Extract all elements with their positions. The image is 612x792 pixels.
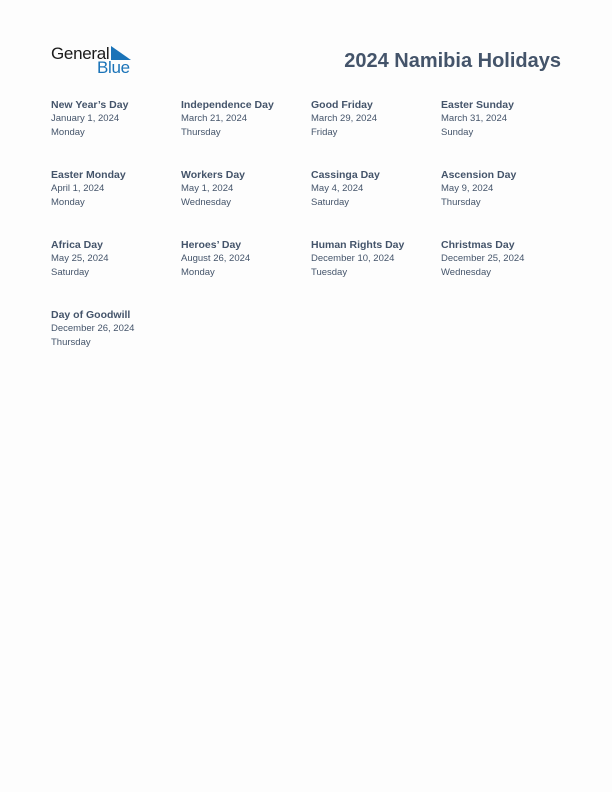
- holiday-date: March 31, 2024: [441, 113, 508, 124]
- holiday-date: May 25, 2024: [51, 253, 109, 264]
- generalblue-logo: [51, 44, 133, 78]
- holiday-item: [311, 168, 439, 209]
- holiday-weekday: Saturday: [51, 266, 90, 278]
- holiday-item: [51, 308, 179, 349]
- holiday-item: [311, 238, 439, 279]
- holiday-weekday: Wednesday: [441, 266, 491, 278]
- holiday-date: May 4, 2024: [311, 183, 364, 194]
- holiday-weekday: Sunday: [441, 126, 474, 138]
- holiday-name: Easter Monday: [51, 169, 126, 181]
- holiday-weekday: Wednesday: [181, 196, 231, 208]
- holiday-weekday: Saturday: [311, 196, 350, 208]
- holiday-name: New Year’s Day: [51, 99, 129, 111]
- holiday-name: Christmas Day: [441, 239, 515, 251]
- holiday-item: [51, 98, 179, 139]
- holiday-date: April 1, 2024: [51, 183, 105, 194]
- holiday-name: Workers Day: [181, 169, 246, 181]
- holiday-date: December 26, 2024: [51, 323, 135, 334]
- holiday-item: [181, 168, 309, 209]
- logo-text-blue: Blue: [97, 58, 130, 77]
- holiday-weekday: Friday: [311, 126, 338, 138]
- holiday-item: [51, 168, 179, 209]
- holiday-name: Human Rights Day: [311, 239, 405, 251]
- holiday-date: January 1, 2024: [51, 113, 120, 124]
- holiday-name: Easter Sunday: [441, 99, 514, 111]
- holiday-item: [441, 168, 569, 209]
- holiday-date: May 9, 2024: [441, 183, 494, 194]
- page-title: 2024 Namibia Holidays: [344, 50, 561, 72]
- holiday-name: Africa Day: [51, 239, 103, 251]
- holiday-name: Good Friday: [311, 99, 373, 111]
- holiday-date: December 10, 2024: [311, 253, 395, 264]
- holiday-weekday: Monday: [51, 196, 85, 208]
- logo-text-general: General: [51, 44, 110, 63]
- holiday-name: Ascension Day: [441, 169, 517, 181]
- holiday-weekday: Monday: [51, 126, 85, 138]
- holiday-item: [51, 238, 179, 279]
- holiday-date: December 25, 2024: [441, 253, 525, 264]
- holiday-weekday: Thursday: [181, 126, 221, 138]
- holiday-name: Independence Day: [181, 99, 274, 111]
- holiday-name: Cassinga Day: [311, 169, 380, 181]
- holiday-item: [441, 98, 569, 139]
- holiday-weekday: Thursday: [441, 196, 481, 208]
- holiday-weekday: Thursday: [51, 336, 91, 348]
- holiday-name: Day of Goodwill: [51, 309, 131, 321]
- holiday-weekday: Monday: [181, 266, 215, 278]
- holiday-weekday: Tuesday: [311, 266, 348, 278]
- holiday-date: March 29, 2024: [311, 113, 378, 124]
- holiday-item: [181, 98, 309, 139]
- holiday-name: Heroes’ Day: [181, 239, 242, 251]
- holiday-item: [181, 238, 309, 279]
- holiday-item: [311, 98, 439, 139]
- holiday-date: May 1, 2024: [181, 183, 234, 194]
- holiday-item: [441, 238, 569, 279]
- holiday-date: August 26, 2024: [181, 253, 251, 264]
- holiday-date: March 21, 2024: [181, 113, 248, 124]
